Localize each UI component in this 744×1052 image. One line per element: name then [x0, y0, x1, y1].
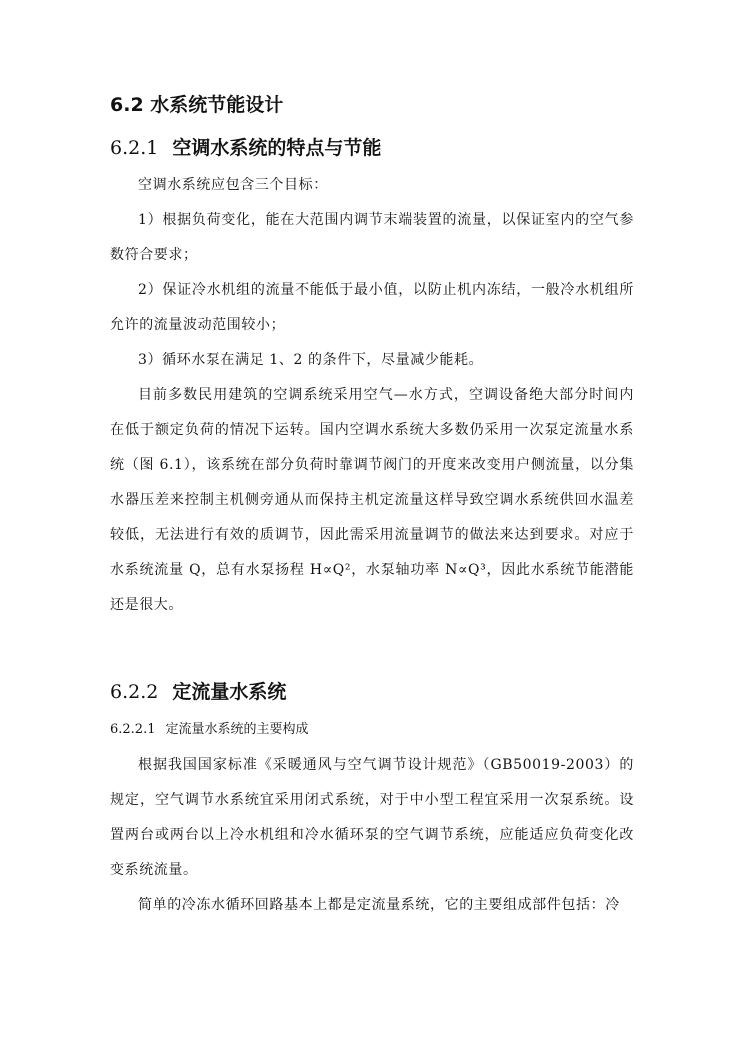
subsection-heading-6-2-1: [110, 134, 381, 162]
subsubsection-number: 6.2.2.1: [110, 722, 156, 737]
subsection-heading-6-2-2: [110, 678, 286, 706]
paragraph-constant-flow: 简单的冷冻水循环回路基本上都是定流量系统，它的主要组成部件包括：冷: [138, 897, 620, 913]
subsubsection-title: 定流量水系统的主要构成: [165, 722, 309, 737]
subsection-number: 6.2.1: [110, 137, 159, 159]
subsection-title: 空调水系统的特点与节能: [172, 137, 382, 159]
goal-item-1: 1）根据负荷变化，能在大范围内调节末端装置的流量，以保证室内的空气参数符合要求；: [110, 212, 634, 263]
paragraph-gb-standard: 根据我国国家标准《采暖通风与空气调节设计规范》（GB50019-2003）的规定，空气调节水系统宜采用闭式系统，对于中小型工程宜采用一次泵系统。设置两台或两台以上冷水机组和冷水循环泵的空气调节系统，应能适应负荷变化改变系统流量。: [110, 757, 634, 878]
goal-item-3: 3）循环水泵在满足 1、2 的条件下，尽量减少能耗。: [138, 352, 484, 368]
goal-item-2: 2）保证冷水机组的流量不能低于最小值，以防止机内冻结，一般冷水机组所允许的流量波动范围较小；: [110, 282, 634, 333]
paragraph-water-system: 目前多数民用建筑的空调系统采用空气—水方式，空调设备绝大部分时间内在低于额定负荷的情况下运转。国内空调水系统大多数仍采用一次泵定流量水系统（图 6.1），该系统在部分负荷时靠调节阀门的开度来改变用户侧流量，以分集水器压差来控制主机侧旁通从而保持主机定流量这样导致空调水系统供回水温差较低，无法进行有效的质调节，因此需采用流量调节的做法来达到要求。对应于水系统流量 Q，总有水泵扬程 H∝Q²，水泵轴功率 N∝Q³，因此水系统节能潜能还是很大。: [110, 387, 634, 613]
subsection-number: 6.2.2: [110, 681, 159, 703]
subsubsection-heading-6-2-2-1: [110, 720, 309, 740]
goals-intro: 空调水系统应包含三个目标：: [138, 177, 328, 193]
paragraph-standard: [110, 748, 634, 923]
subsection-title: 定流量水系统: [172, 681, 287, 703]
section-heading: 6.2 水系统节能设计: [110, 94, 284, 116]
paragraph-goals: [110, 168, 634, 623]
